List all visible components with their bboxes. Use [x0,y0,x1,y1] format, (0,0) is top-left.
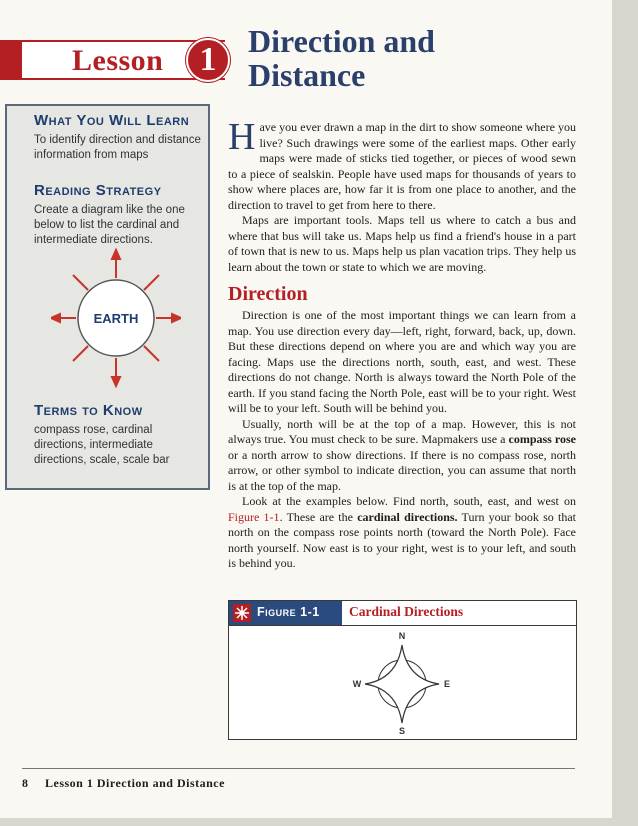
figure-header [229,601,576,626]
intro-p1-text: ave you ever drawn a map in the dirt to show someone where you live? Such drawings were some of the earliest maps. Other early maps were made of sticks tied together, or pieces of wood sewn to a piece of sealskin. People have used maps for thousands of years to show where places are, how far it is from one place to another, and the direction to travel to get from here to there. [228,120,576,212]
terms-text: compass rose, cardinal directions, intermediate directions, scale, scale bar [34,424,170,466]
terms-heading: Terms to Know [34,402,143,419]
earth-label: EARTH [93,311,139,326]
p2-text-b: or a north arrow to show directions. If there is no compass rose, north arrow, or other symbol to indicate direction, you can assume that north is at the top of the map. [228,447,576,493]
direction-heading: Direction [228,283,308,305]
intro-paragraph-2: Maps are important tools. Maps tell us where to catch a bus and where that bus will take us. Maps help us find a friend's house in a part of town that is new to us. Maps help us plan vacation trips. They help us learn about the town or state to which we are moving. [228,213,576,274]
lesson-word: Lesson [72,44,164,77]
p2-text-a: Usually, north will be at the top of a map. However, this is not always true. You must check to be sure. Mapmakers use a [228,416,576,446]
page-number: 8 [22,776,28,790]
banner-accent [0,42,22,78]
what-you-will-learn-section [34,112,204,163]
compass-star [365,645,439,723]
lesson-sidebar [5,104,210,490]
p3-text-a: Look at the examples below. Find north, south, east, and west on [242,494,576,508]
figure-title: Cardinal Directions [349,604,464,619]
page-title [248,24,588,92]
learn-text: To identify direction and distance information from maps [34,134,201,161]
compass-south-label: S [398,726,406,736]
figure-1-1 [228,600,577,740]
earth-direction-diagram [51,248,181,388]
figure-label: Figure 1-1 [257,605,320,619]
footer-rule [22,768,575,769]
footer-lesson-text: Lesson 1 Direction and Distance [45,776,225,790]
intro-paragraph-1 [228,116,576,213]
compass-north-label: N [398,631,406,641]
direction-paragraph-3 [228,494,576,572]
title-line-1: Direction and [248,23,435,59]
learn-heading: What You Will Learn [34,112,190,129]
direction-paragraph-2 [228,417,576,495]
direction-text [228,308,576,572]
compass-west-label: W [352,679,362,689]
terms-to-know-section [34,402,204,468]
lesson-number-badge: 1 [186,38,230,82]
reading-strategy-section [34,182,204,248]
term-compass-rose: compass rose [508,432,576,446]
intro-text [228,116,576,275]
strategy-heading: Reading Strategy [34,182,162,199]
direction-paragraph-1: Direction is one of the most important things we can learn from a map. You use direction every day—left, right, forward, back, up, down. But these directions depend on where you are and which way you are facing. Maps use the directions north, south, east, and west. These directions do not change. North is always toward the North Pole of the earth. If you stand facing the North Pole, east will be to your right. West will be to your left. South will be behind you. [228,308,576,415]
p3-text-c: Turn your book so that north on the compass rose points north (toward the North Pole). Face north yourself. Now east is to your right, west is to your left, and south is behind you. [228,509,577,570]
title-line-2: Distance [248,57,366,93]
figure-tab [229,601,342,625]
compass-star-icon [233,604,251,622]
p3-text-b: . These are the [279,509,358,524]
figure-reference-link[interactable]: Figure 1-1 [228,509,280,524]
drop-cap: H [228,116,256,158]
strategy-text: Create a diagram like the one below to list the cardinal and intermediate directions. [34,204,185,246]
compass-east-label: E [443,679,451,689]
term-cardinal-directions: cardinal directions. [357,509,458,524]
compass-rose [347,629,457,737]
page-footer [22,776,225,791]
